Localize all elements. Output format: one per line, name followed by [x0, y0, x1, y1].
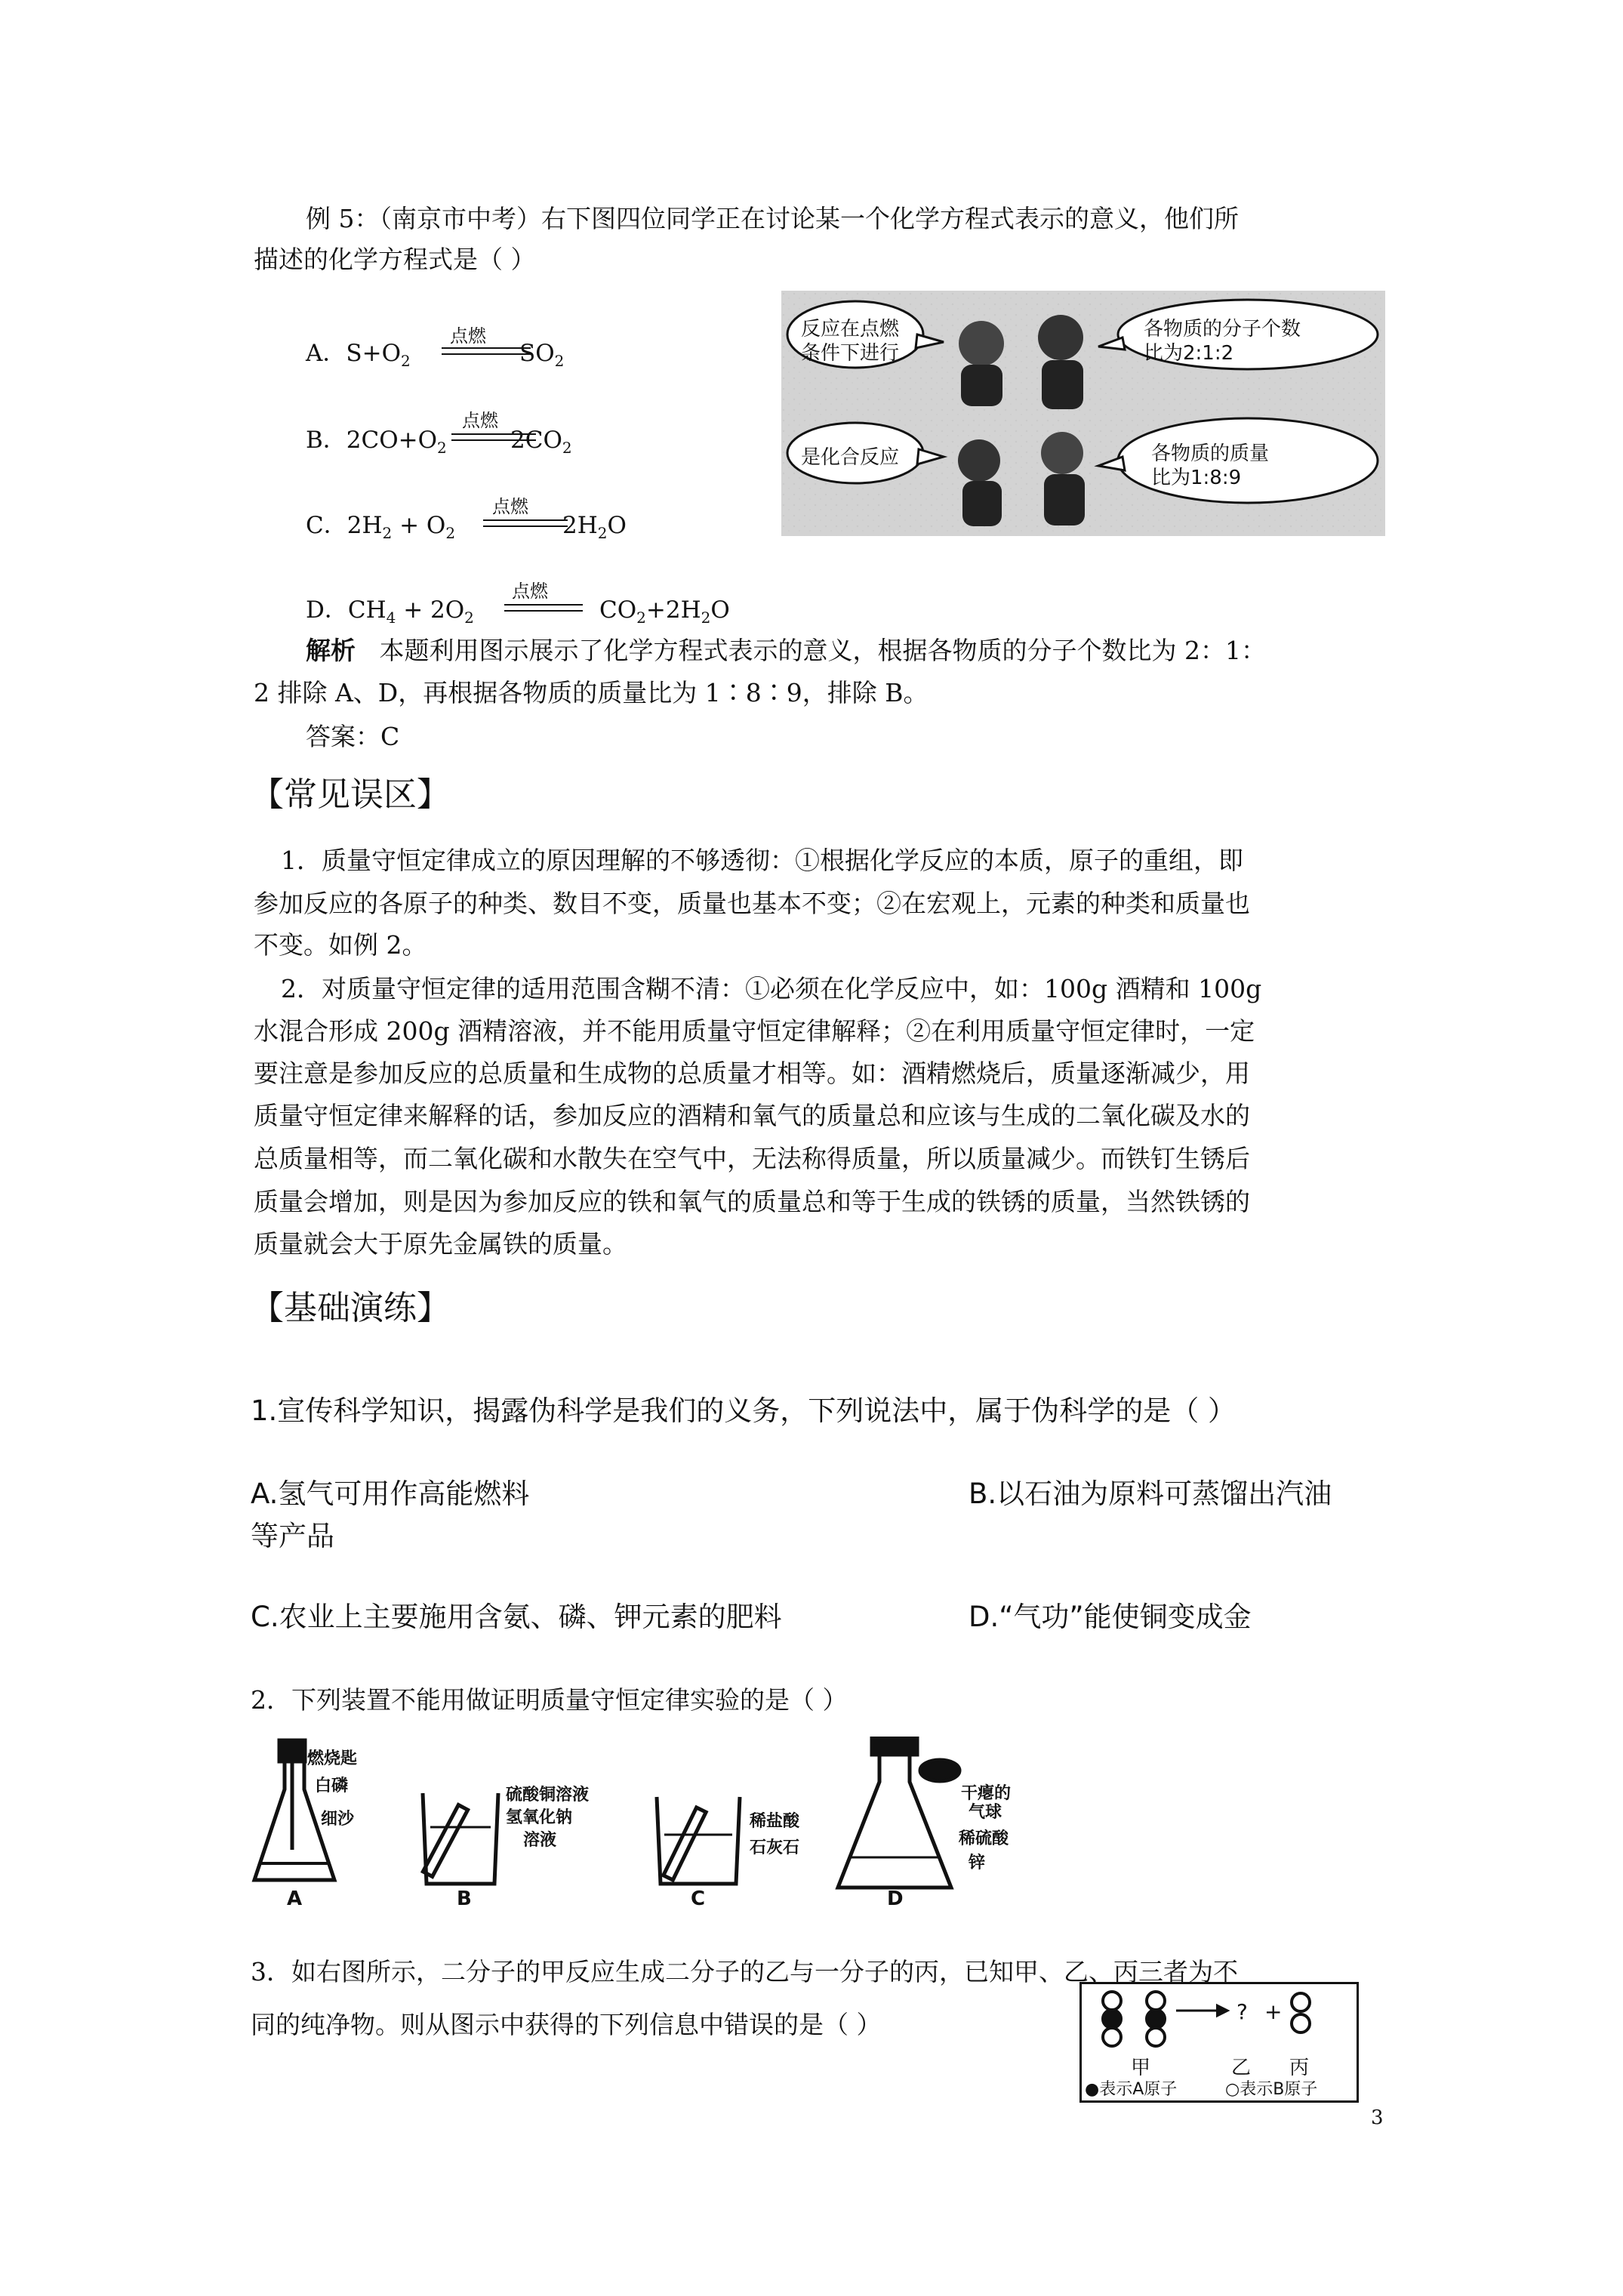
equals-sign-a [442, 347, 531, 355]
label-c-1: 稀盐酸 [750, 1812, 800, 1831]
q1-option-b-cont: 等产品 [251, 1520, 334, 1552]
letter-c: C [691, 1888, 706, 1910]
condition-b: 点燃 [462, 410, 498, 431]
label-b-3: 溶液 [523, 1831, 557, 1850]
option-c: C．$2H_2 + O_2$ [306, 512, 456, 543]
label-c-2: 石灰石 [750, 1838, 800, 1857]
analysis-line2: 2 排除 A、D，再根据各物质的质量比为 1∶8∶9，排除 B。 [254, 678, 929, 707]
letter-b: B [457, 1888, 472, 1910]
letter-d: D [887, 1888, 904, 1910]
students-discussion-figure [781, 291, 1385, 536]
mistakes-line: 参加反应的各原子的种类、数目不变，质量也基本不变；②在宏观上，元素的种类和质量也 [254, 889, 1250, 918]
label-a-1: 燃烧匙 [307, 1749, 358, 1768]
condition-c: 点燃 [492, 496, 528, 517]
option-d-product: $CO_2+2H_2O$ [599, 596, 730, 627]
bubble-tl-line1: 反应在点燃 [801, 318, 900, 341]
q3-line2: 同的纯净物。则从图示中获得的下列信息中错误的是（ ） [251, 2010, 882, 2039]
bubble-bl-line1: 是化合反应 [801, 446, 900, 469]
label-a-3: 细沙 [321, 1810, 355, 1829]
example5-line1: 例 5：（南京市中考）右下图四位同学正在讨论某一个化学方程式表示的意义，他们所 [306, 204, 1239, 233]
molecule-unknown: ? [1236, 1999, 1248, 2024]
bubble-tr-line1: 各物质的分子个数 [1144, 318, 1301, 341]
label-d-4: 锌 [969, 1854, 986, 1872]
q1-option-a: A.氢气可用作高能燃料 [251, 1478, 530, 1510]
label-d-2: 气球 [969, 1803, 1002, 1822]
answer: 答案：C [306, 722, 400, 751]
bubble-tl-line2: 条件下进行 [801, 342, 900, 365]
mistakes-line: 总质量相等，而二氧化碳和水散失在空气中，无法称得质量，所以质量减少。而铁钉生锈后 [254, 1144, 1250, 1173]
analysis-line1: 解析 本题利用图示展示了化学方程式表示的意义，根据各物质的分子个数比为 2：1： [306, 636, 1266, 665]
bubble-br-line1: 各物质的质量 [1151, 442, 1270, 465]
page-number: 3 [1371, 2106, 1384, 2129]
mistakes-line: 不变。如例 2。 [254, 930, 427, 960]
bubble-br-line2: 比为1:8:9 [1151, 467, 1242, 489]
label-d-1: 干瘪的 [961, 1784, 1012, 1803]
bubble-tr-line2: 比为2:1:2 [1144, 342, 1234, 365]
option-a: A．$S+O_2$ [306, 340, 411, 371]
option-a-product: $SO_2$ [519, 340, 565, 371]
practice-title: 【基础演练】 [251, 1289, 450, 1327]
equals-sign-d [504, 604, 583, 612]
label-d-3: 稀硫酸 [959, 1829, 1009, 1848]
letter-a: A [287, 1888, 303, 1910]
q2-stem: 2．下列装置不能用做证明质量守恒定律实验的是（ ） [251, 1685, 848, 1715]
mistakes-line: 质量会增加，则是因为参加反应的铁和氧气的质量总和等于生成的铁锈的质量，当然铁锈的 [254, 1187, 1250, 1216]
mistakes-line: 要注意是参加反应的总质量和生成物的总质量才相等。如：酒精燃烧后，质量逐渐减少，用 [254, 1059, 1250, 1088]
mistakes-line: 质量就会大于原先金属铁的质量。 [254, 1229, 627, 1259]
mistakes-line: 1．质量守恒定律成立的原因理解的不够透彻：①根据化学反应的本质，原子的重组，即 [281, 846, 1243, 875]
example5-line2: 描述的化学方程式是（ ） [254, 245, 536, 274]
molecule-plus: + [1264, 1999, 1283, 2024]
mistakes-line: 质量守恒定律来解释的话，参加反应的酒精和氧气的质量总和应该与生成的二氧化碳及水的 [254, 1101, 1250, 1130]
label-bing: 丙 [1289, 2057, 1310, 2079]
equals-sign-c [483, 519, 568, 527]
q1-option-b: B.以石油为原料可蒸馏出汽油 [969, 1478, 1332, 1510]
label-b-2: 氢氧化钠 [506, 1808, 573, 1827]
condition-d: 点燃 [512, 581, 548, 602]
label-yi: 乙 [1231, 2057, 1252, 2079]
q1-option-d: D.“气功”能使铜变成金 [969, 1601, 1252, 1633]
option-b-product: $2CO_2$ [510, 427, 572, 458]
option-d: D．$CH_4 + 2O_2$ [306, 596, 474, 627]
label-b-1: 硫酸铜溶液 [506, 1786, 590, 1804]
label-a-2: 白磷 [315, 1777, 349, 1795]
option-c-product: $2H_2O$ [562, 512, 627, 543]
condition-a: 点燃 [450, 325, 486, 347]
legend-b: ○表示B原子 [1225, 2080, 1318, 2099]
molecule-figure [1079, 1982, 1359, 2103]
label-jia: 甲 [1131, 2057, 1151, 2079]
mistakes-title: 【常见误区】 [251, 775, 450, 814]
legend-a: ●表示A原子 [1085, 2080, 1178, 2099]
option-b: B．$2CO+O_2$ [306, 427, 447, 458]
mistakes-line: 水混合形成 200g 酒精溶液，并不能用质量守恒定律解释；②在利用质量守恒定律时，一定 [254, 1016, 1255, 1046]
q1-option-c: C.农业上主要施用含氨、磷、钾元素的肥料 [251, 1601, 782, 1633]
q1-stem: 1.宣传科学知识，揭露伪科学是我们的义务，下列说法中，属于伪科学的是（ ） [251, 1395, 1236, 1427]
mistakes-line: 2．对质量守恒定律的适用范围含糊不清：①必须在化学反应中，如：100g 酒精和 100g [281, 974, 1262, 1003]
q3-line1: 3．如右图所示，二分子的甲反应生成二分子的乙与一分子的丙，已知甲、乙、丙三者为不 [251, 1957, 1238, 1986]
apparatus-figure [245, 1737, 1083, 1914]
